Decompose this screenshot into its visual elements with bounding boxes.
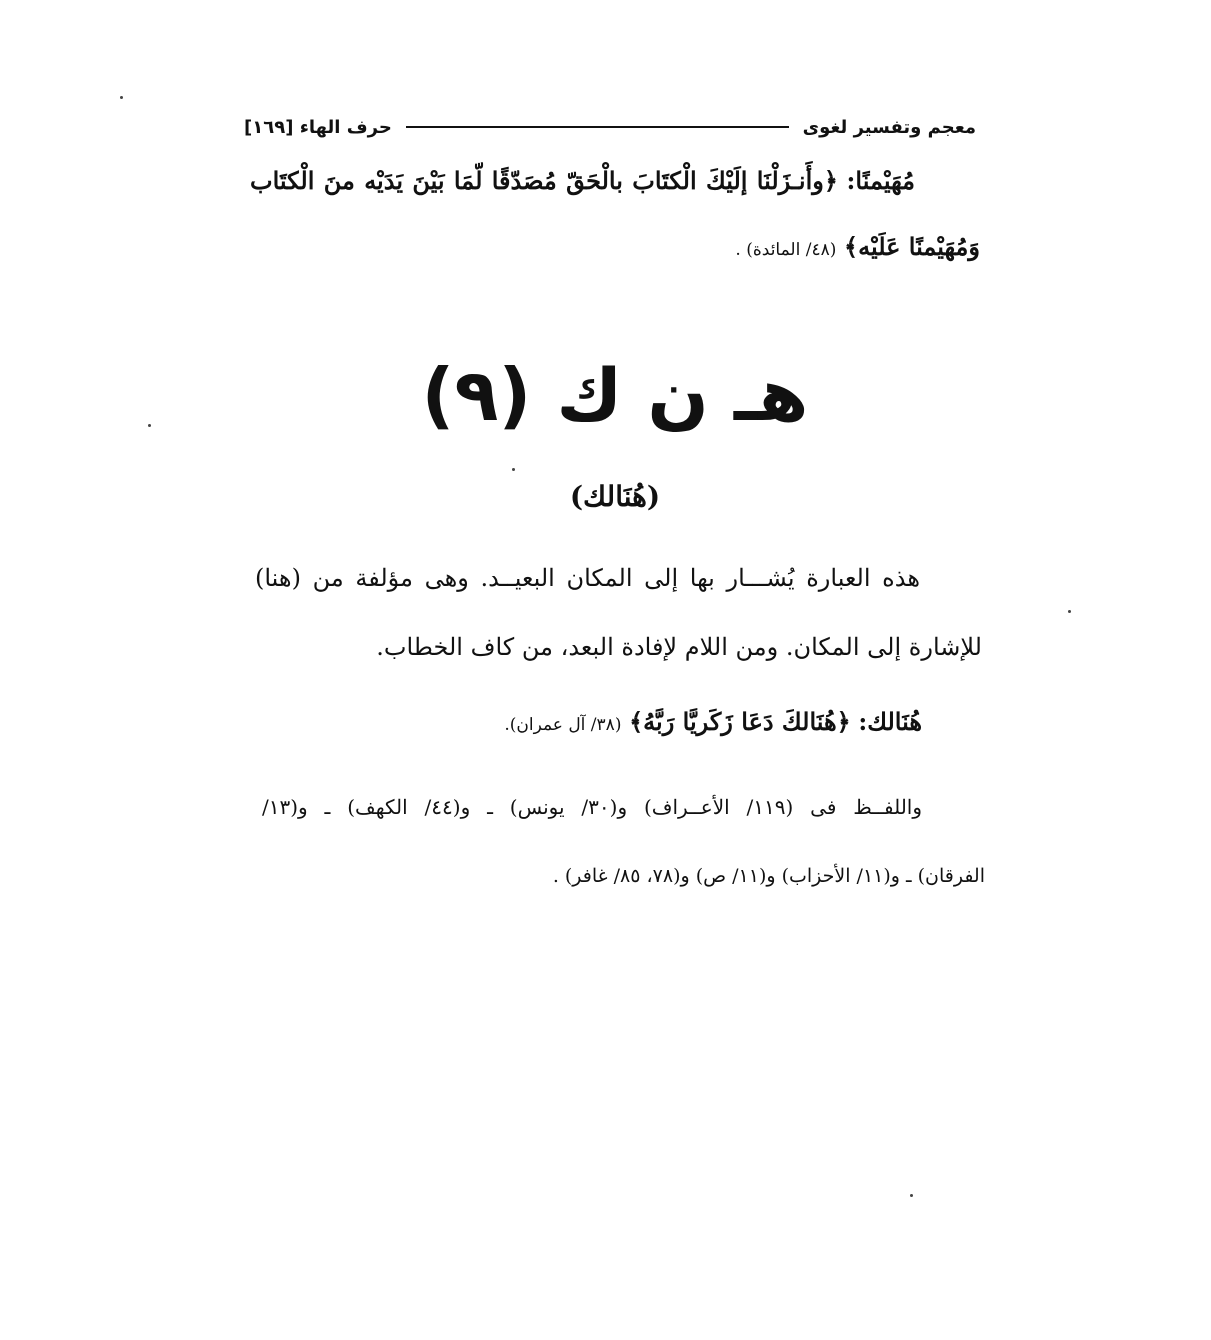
prev-entry-term: مُهَيْمنًا:: [846, 166, 915, 195]
example-term: هُنَالك:: [858, 707, 922, 736]
prev-entry-reference: (٤٨/ المائدة) .: [735, 240, 837, 260]
example-reference: (٣٨/ آل عمران).: [504, 715, 622, 735]
entry-root-title: هـ ن ك (٩): [421, 353, 809, 437]
occurrences-line-2: الفرقان) ـ و(١١/ الأحزاب) و(١١/ ص) و(٧٨، ٨٥/ غافر) .: [552, 865, 985, 887]
section-label: حرف الهاء [١٦٩]: [244, 116, 392, 138]
prev-entry-line-2: [600, 226, 980, 268]
entry-word: (هُنَالك): [569, 480, 661, 513]
scan-speck: [910, 1194, 913, 1197]
example-line: [410, 700, 922, 744]
scan-speck: [1068, 610, 1071, 613]
prev-entry-line-1: [250, 160, 915, 202]
scan-speck: [148, 424, 151, 427]
example-verse: ﴿هُنَالكَ دَعَا زَكَريَّا رَبَّهُ﴾: [629, 707, 851, 736]
book-title: معجم وتفسير لغوى: [802, 116, 976, 138]
scan-speck: [120, 96, 123, 99]
header-rule: [406, 126, 789, 128]
scan-speck: [512, 468, 515, 471]
definition-line-1: هذه العبارة يُشـــار بها إلى المكان البعيــد. وهى مؤلفة من (هنا): [255, 564, 920, 592]
definition-line-2: للإشارة إلى المكان. ومن اللام لإفادة البعد، من كاف الخطاب.: [376, 633, 982, 661]
running-header: [244, 112, 976, 142]
prev-entry-verse-part-2: وَمُهَيْمنًا عَلَيْه﴾: [844, 232, 980, 261]
prev-entry-verse-part-1: ﴿وأَنـزَلْنَا إلَيْكَ الْكتَابَ بالْحَقّ مُصَدّقًا لّمَا بَيْنَ يَدَيْه منَ الْكتَاب: [250, 166, 838, 195]
occurrences-line-1: واللفــظ فى (١١٩/ الأعــراف) و(٣٠/ يونس) ـ و(٤٤/ الكهف) ـ و(١٣/: [262, 795, 923, 819]
